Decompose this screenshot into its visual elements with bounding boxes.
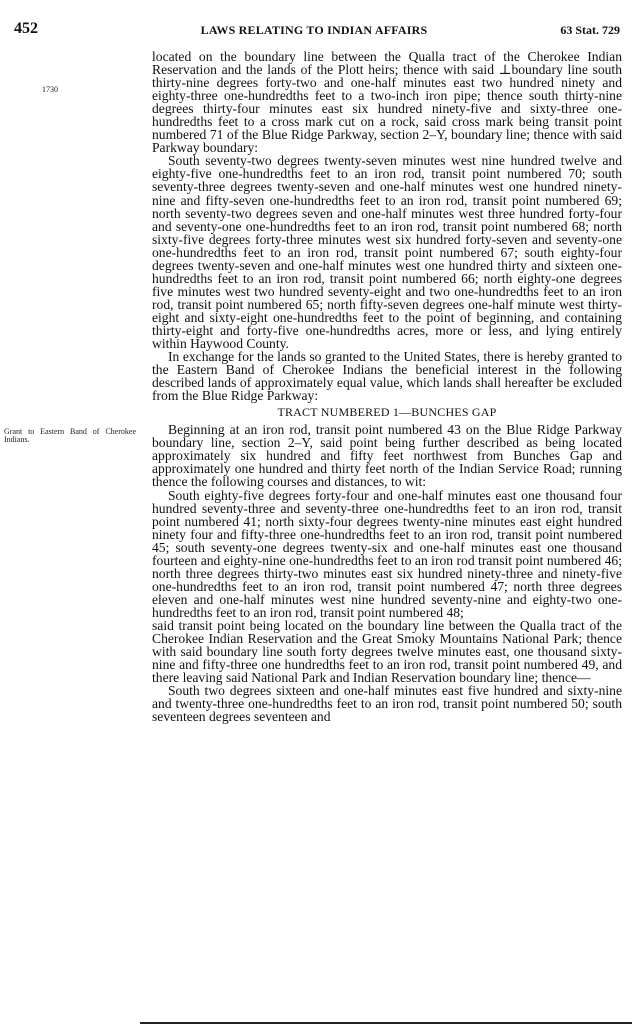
footer-rule <box>140 1022 632 1024</box>
running-title: LAWS RELATING TO INDIAN AFFAIRS <box>200 23 428 37</box>
page-header <box>8 20 620 40</box>
paragraph-4: Beginning at an iron rod, transit point numbered 43 on the Blue Ridge Parkway boundary line, section 2–Y, said point being further described as being located approximately six hundred and fifty feet northwest from Bunches Gap and approximately one hundred and thirty feet north of the Indian Service Road; running thence the following courses and distances, to wit: <box>152 422 622 490</box>
margin-note-1730: 1730 <box>42 85 58 94</box>
paragraph-3: In exchange for the lands so granted to the United States, there is hereby granted to the Eastern Band of Cherokee Indians the beneficial interest in the following described lands of approximately equal value, which lands shall hereafter be excluded from the Blue Ridge Parkway: <box>152 349 622 404</box>
margin-note-grant: Grant to Eastern Band of Cherokee Indians. <box>4 427 136 444</box>
paragraph-6: said transit point being located on the boundary line between the Qualla tract of the Cherokee Indian Reservation and the Great Smoky Mountains National Park; thence with said boundary line south forty degrees twelve minutes east, one thousand sixty-nine and fifty-three one hundredths feet to an iron rod, transit point numbered 49, and there leaving said National Park and Indian Reservation boundary line; thence— <box>152 617 622 686</box>
paragraph-1: located on the boundary line between the Qualla tract of the Cherokee Indian Reservation and the lands of the Plott heirs; thence with said ⊥boundary line south thirty-nine degrees forty-two and one-half minutes east two hundred ninety and eighty-three one-hundredths feet to a two-inch iron pipe; thence south thirty-nine degrees thirty-four minutes east six hundred ninety-five and sixty-three one-hundredths feet to a cross mark cut on a rock, said cross mark being transit point numbered 71 of the Blue Ridge Parkway, section 2–Y, boundary line; thence with said Parkway boundary: <box>152 49 622 156</box>
page-number: 452 <box>14 20 38 37</box>
statute-citation: 63 Stat. 729 <box>560 23 620 37</box>
paragraph-2: South seventy-two degrees twenty-seven minutes west nine hundred twelve and eighty-five one-hundredths feet to an iron rod, transit point numbered 70; south seventy-three degrees twenty-seven and one-half minutes west one hundred ninety-nine and fifty-seven one-hundredths feet to an iron rod, transit point numbered 69; north seventy-two degrees seven and one-half minutes west three hundred forty-four and seventy-one one-hundredths feet to an iron rod, transit point numbered 68; north sixty-five degrees forty-three minutes west six hundred forty-seven and seventy-one one-hundredths feet to an iron rod, transit point numbered 67; south eighty-four degrees twenty-seven and one-half minutes west one hundred thirty and sixteen one-hundredths feet to an iron rod, transit point numbered 66; north eighty-one degrees five minutes west two hundred seventy-eight and two one-hundredths feet to an iron rod, transit point numbered 65; north fifty-seven degrees one-half minute west thirty-eight and sixty-eight one-hundredths feet to the point of beginning, and containing thirty-eight and forty-five one-hundredths acres, more or less, and lying entirely within Haywood County. <box>152 153 622 352</box>
body-text <box>152 50 622 723</box>
paragraph-5: South eighty-five degrees forty-four and one-half minutes east one thousand four hundred seventy-three and seventy-three one-hundredths feet to an iron rod, transit point numbered 41; north sixty-four degrees twenty-nine minutes east eight hundred ninety four and fifty-three one-hundredths feet to an iron rod, transit point numbered 45; south seventy-one degrees twenty-six and one-half minutes east one thousand fourteen and eighty-nine one-hundredths feet to an iron rod transit point numbered 46; north three degrees thirty-two minutes east six hundred ninety-three and ninety-five one-hundredths feet to an iron rod, transit point numbered 47; north three degrees eleven and one-half minutes west nine hundred seventy-nine and eighty-two one-hundredths feet to an iron rod, transit point numbered 48; <box>152 487 622 620</box>
paragraph-7: South two degrees sixteen and one-half minutes east five hundred and sixty-nine and twenty-three one-hundredths feet to an iron rod, transit point numbered 50; south seventeen degrees seventeen and <box>152 683 622 725</box>
tract-heading: TRACT NUMBERED 1—BUNCHES GAP <box>277 405 497 420</box>
